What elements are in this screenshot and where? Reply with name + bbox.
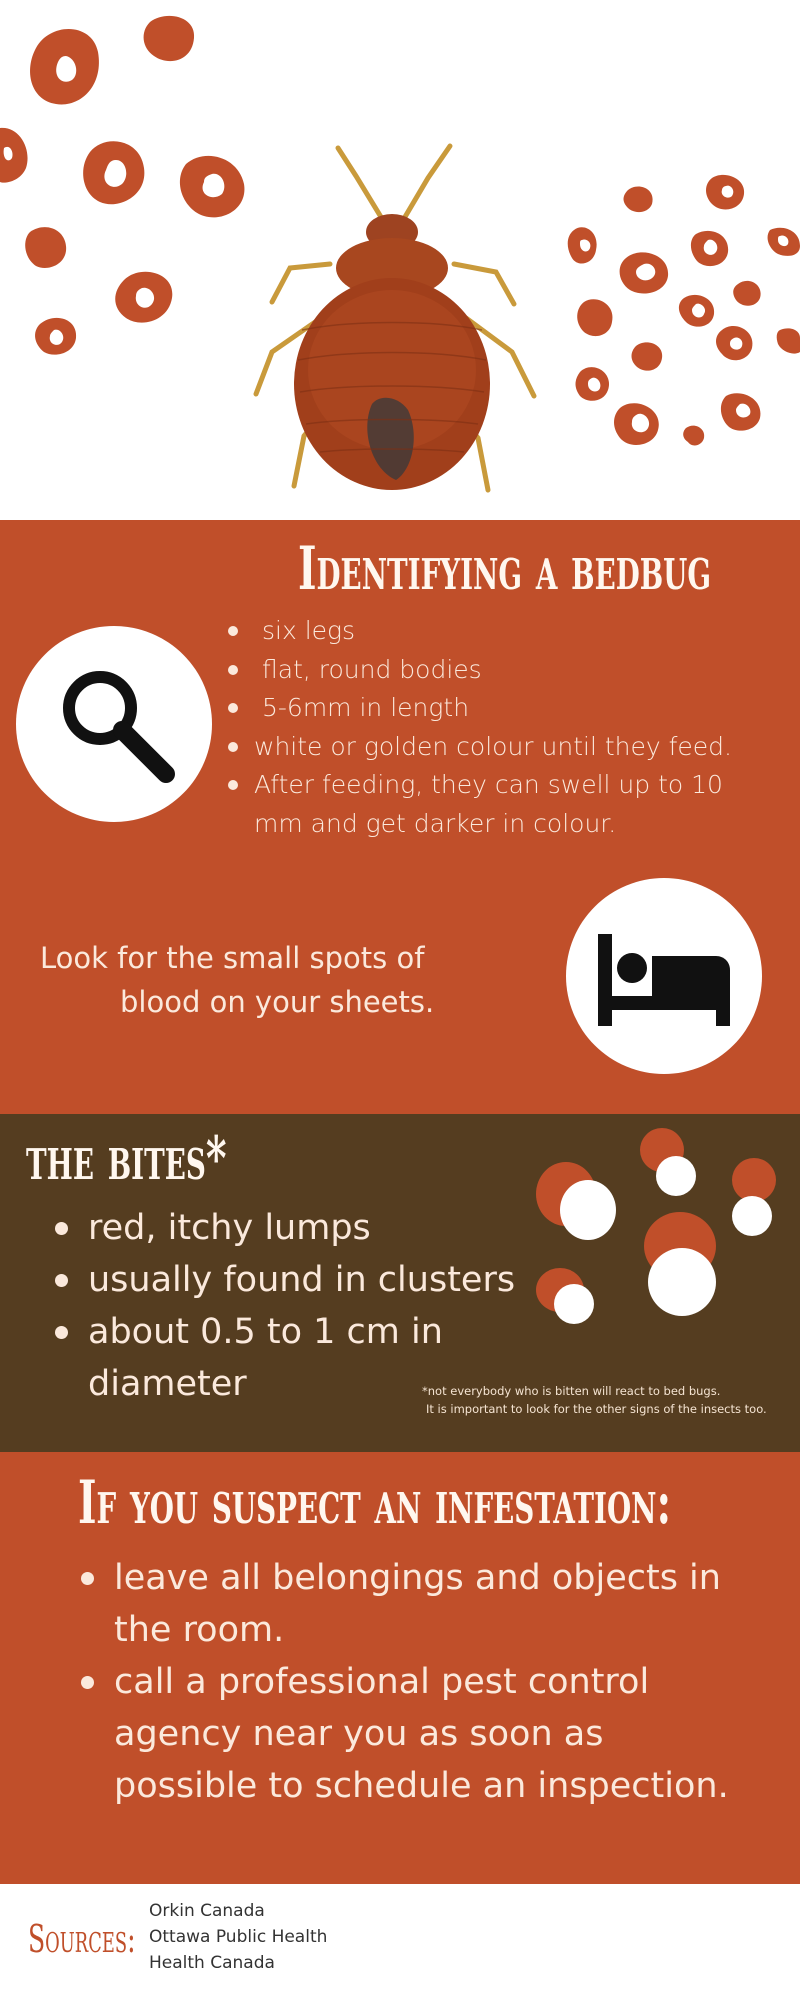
bed-icon-circle bbox=[566, 878, 762, 1074]
spots-text-line1: Look for the small spots of bbox=[40, 941, 425, 975]
list-item: After feeding, they can swell up to 10 bbox=[226, 766, 766, 805]
list-item: white or golden colour until they feed. bbox=[226, 728, 766, 767]
magnifying-glass-icon bbox=[16, 626, 212, 822]
spots-text-line2: blood on your sheets. bbox=[120, 985, 435, 1019]
sources-section bbox=[0, 1884, 800, 2000]
list-item: usually found in clusters bbox=[50, 1254, 530, 1306]
bedbug-illustration bbox=[256, 146, 534, 490]
identify-section bbox=[0, 520, 800, 1114]
infestation-section bbox=[0, 1452, 800, 1884]
source-item: Health Canada bbox=[149, 1953, 275, 1973]
infestation-title: If you suspect an infestation: bbox=[78, 1468, 672, 1538]
sources-list bbox=[149, 1898, 327, 1976]
bed-icon bbox=[566, 878, 762, 1074]
list-item-continuation: mm and get darker in colour. bbox=[254, 808, 617, 838]
footnote-line1: *not everybody who is bitten will react to bed bugs. bbox=[422, 1384, 721, 1398]
list-item: flat, round bodies bbox=[226, 651, 766, 690]
list-item-continuation: agency near you as soon as bbox=[114, 1714, 604, 1754]
list-item-continuation: diameter bbox=[88, 1364, 247, 1404]
bite-marks-illustration bbox=[520, 1114, 800, 1334]
sources-label: Sources: bbox=[28, 1917, 136, 1961]
source-item: Ottawa Public Health bbox=[149, 1927, 328, 1947]
list-item-continuation: possible to schedule an inspection. bbox=[114, 1766, 729, 1806]
list-item: red, itchy lumps bbox=[50, 1202, 530, 1254]
bites-footnote bbox=[422, 1382, 767, 1418]
search-icon-circle bbox=[16, 626, 212, 822]
identify-title: Identifying a bedbug bbox=[298, 534, 712, 604]
bites-list bbox=[50, 1202, 530, 1410]
list-item: six legs bbox=[226, 612, 766, 651]
hero-section bbox=[0, 0, 800, 520]
list-item: call a professional pest control bbox=[76, 1656, 756, 1708]
infestation-list bbox=[76, 1552, 756, 1812]
bites-section bbox=[0, 1114, 800, 1452]
list-item: leave all belongings and objects in bbox=[76, 1552, 756, 1604]
blood-spots-illustration bbox=[0, 0, 800, 520]
footnote-line2: It is important to look for the other signs of the insects too. bbox=[426, 1402, 767, 1416]
source-item: Orkin Canada bbox=[149, 1901, 265, 1921]
list-item: 5-6mm in length bbox=[226, 689, 766, 728]
bites-title: the bites* bbox=[26, 1124, 227, 1194]
list-item-continuation: the room. bbox=[114, 1610, 285, 1650]
list-item: about 0.5 to 1 cm in bbox=[50, 1306, 530, 1358]
identify-list bbox=[226, 612, 766, 843]
